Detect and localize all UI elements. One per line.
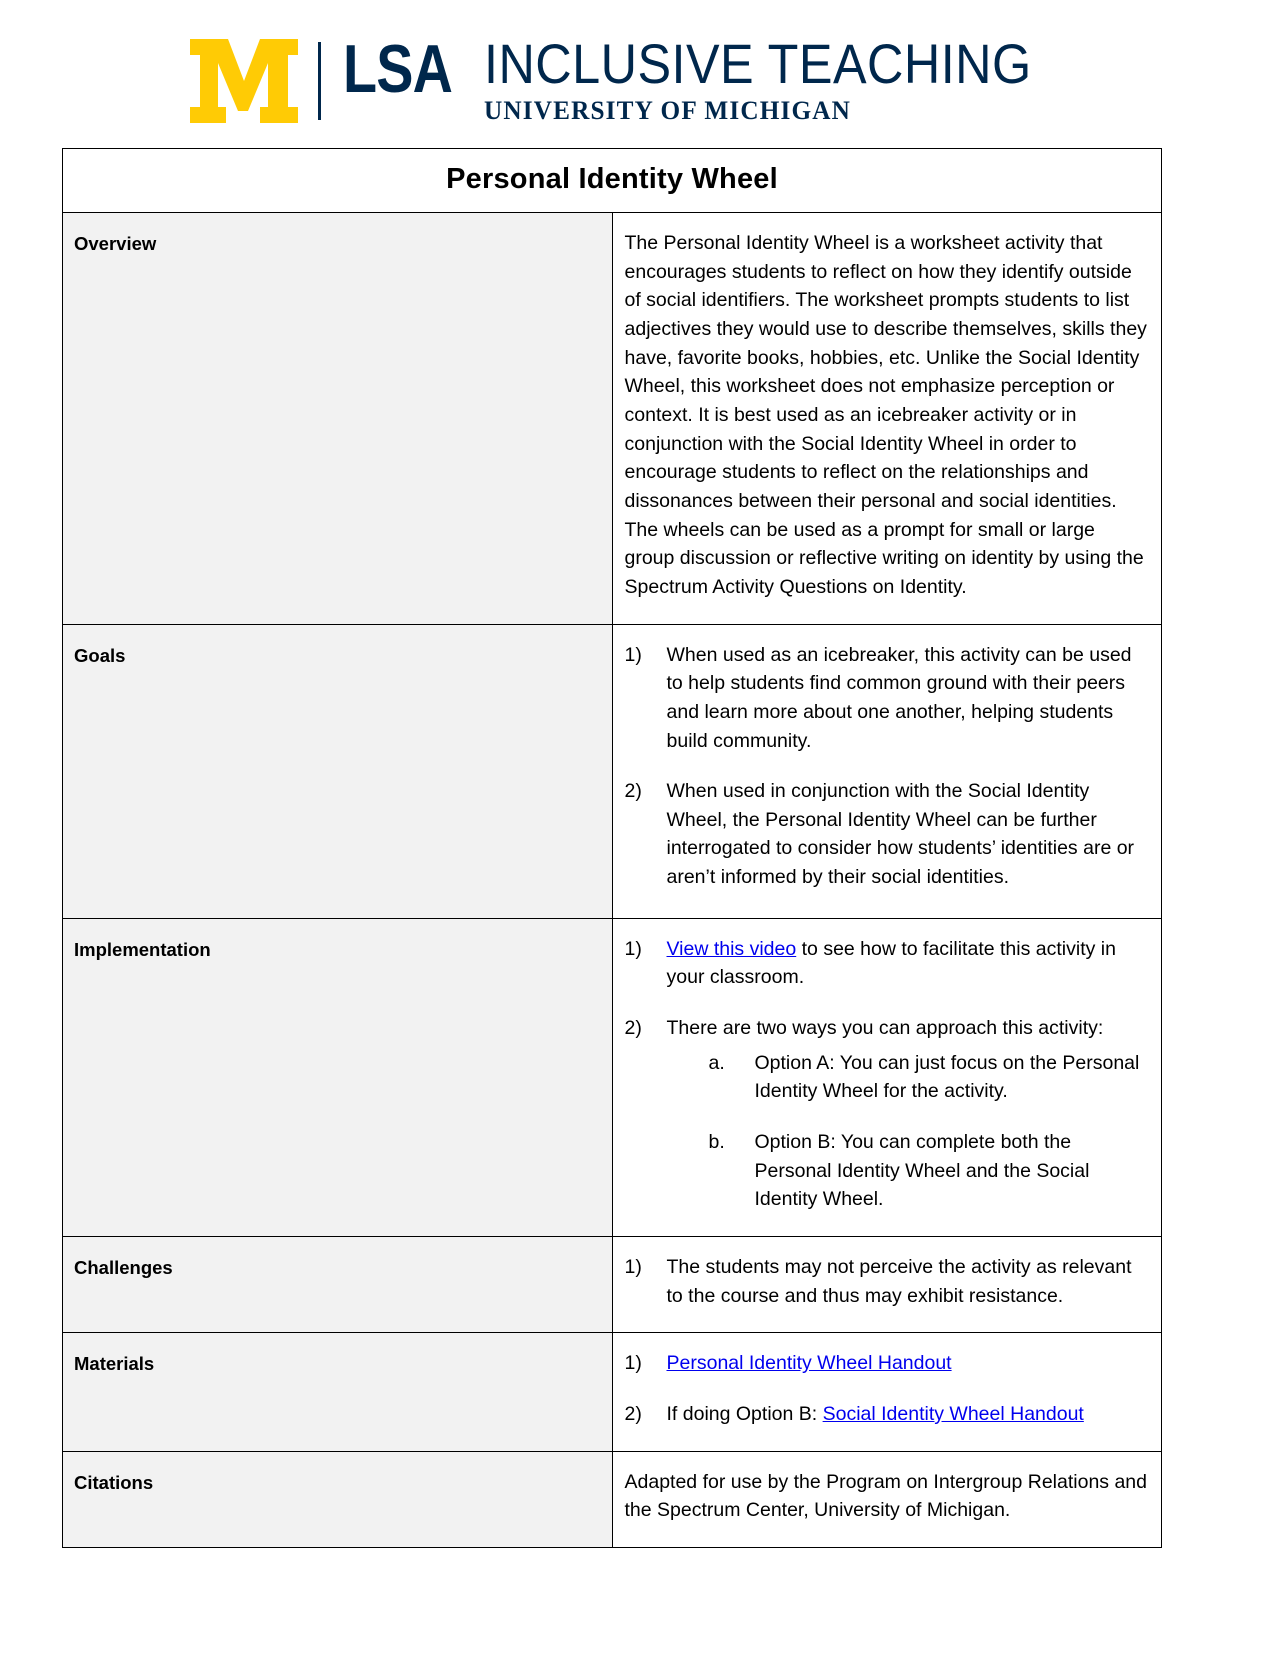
row-content-overview [612,213,1162,625]
row-content-materials [612,1333,1162,1451]
list-item [709,1049,1148,1106]
list-text: There are two ways you can approach this activity: [666,1017,1104,1040]
logo-lockup [188,31,1093,127]
row-content-challenges [612,1237,1162,1333]
row-label-challenges: Challenges [63,1237,613,1333]
citations-paragraph: Adapted for use by the Program on Intergroup Relations and the Spectrum Center, University of Michigan. [624,1470,1147,1522]
logo-right-text-group [483,32,1093,126]
logo-divider [318,42,321,120]
logo-university-text: UNIVERSITY OF MICHIGAN [483,96,851,126]
document-table-container [0,140,1280,1548]
row-label-goals: Goals [63,624,613,918]
list-marker: 1) [624,1352,642,1375]
row-content-citations [612,1451,1162,1547]
list-marker: 1) [624,1256,642,1279]
list-item [709,1128,1148,1214]
list-marker: 2) [624,780,642,803]
list-marker: b. [708,1131,725,1154]
page-header-logo [0,0,1280,140]
list-item [625,1014,1148,1214]
block-m-icon [188,35,300,127]
list-item [625,777,1148,892]
table-row-citations [63,1451,1162,1547]
list-marker: a. [708,1051,725,1074]
table-row-materials [63,1333,1162,1451]
social-identity-wheel-handout-link[interactable]: Social Identity Wheel Handout [822,1403,1084,1425]
logo-text-group [342,31,1093,126]
materials-list [625,1349,1148,1428]
list-marker: 1) [624,643,642,666]
list-item [625,1253,1148,1310]
list-text: If doing Option B: [666,1403,823,1425]
list-text: When used in conjunction with the Social Identity Wheel, the Personal Identity Wheel can be further interrogated to consider how students’ identities are or aren’t informed by their social identities. [666,780,1135,889]
row-label-materials: Materials [63,1333,613,1451]
implementation-sublist [667,1049,1148,1214]
personal-identity-wheel-handout-link[interactable]: Personal Identity Wheel Handout [666,1352,952,1375]
list-text: Option A: You can just focus on the Personal Identity Wheel for the activity. [754,1051,1140,1103]
list-text: When used as an icebreaker, this activity can be used to help students find common ground with their peers and learn more about one another, helping students build community. [666,643,1132,752]
implementation-list [625,935,1148,1214]
list-text: Option B: You can complete both the Personal Identity Wheel and the Social Identity Wheel. [754,1131,1090,1211]
row-label-implementation: Implementation [63,918,613,1236]
list-item [625,1349,1148,1378]
row-label-overview: Overview [63,213,613,625]
row-content-implementation [612,918,1162,1236]
view-this-video-link[interactable]: View this video [666,937,797,960]
page-title: Personal Identity Wheel [63,149,1162,213]
table-row-overview [63,213,1162,625]
list-item [625,935,1148,992]
logo-inclusive-teaching-text: INCLUSIVE TEACHING [483,32,1032,96]
list-text: to see how to facilitate this activity in your classroom. [666,937,1116,989]
logo-lsa-text: LSA [342,31,452,108]
list-marker: 2) [624,1403,642,1425]
list-text: The students may not perceive the activity as relevant to the course and thus may exhibit resistance. [666,1256,1132,1307]
table-row-challenges [63,1237,1162,1333]
overview-paragraph: The Personal Identity Wheel is a worksheet activity that encourages students to reflect on how they identify outside of social identifiers. The worksheet prompts students to list adjectives they would use to describe themselves, skills they have, favorite books, hobbies, etc. Unlike the Social Identity Wheel, this worksheet does not emphasize perception or context. It is best used as an icebreaker activity or in conjunction with the Social Identity Wheel in order to encourage students to reflect on the relationships and dissonances between their personal and social identities. The wheels can be used as a prompt for small or large group discussion or reflective writing on identity by using the Spectrum Activity Questions on Identity. [624,232,1147,598]
list-marker: 1) [624,937,642,960]
list-marker: 2) [624,1017,642,1040]
table-row-title [63,149,1162,213]
list-item [625,1400,1148,1429]
row-label-citations: Citations [63,1451,613,1547]
goals-list [625,641,1148,892]
challenges-list [625,1253,1148,1310]
row-content-goals [612,624,1162,918]
document-table [62,148,1162,1548]
list-item [625,641,1148,756]
table-row-implementation [63,918,1162,1236]
table-row-goals [63,624,1162,918]
